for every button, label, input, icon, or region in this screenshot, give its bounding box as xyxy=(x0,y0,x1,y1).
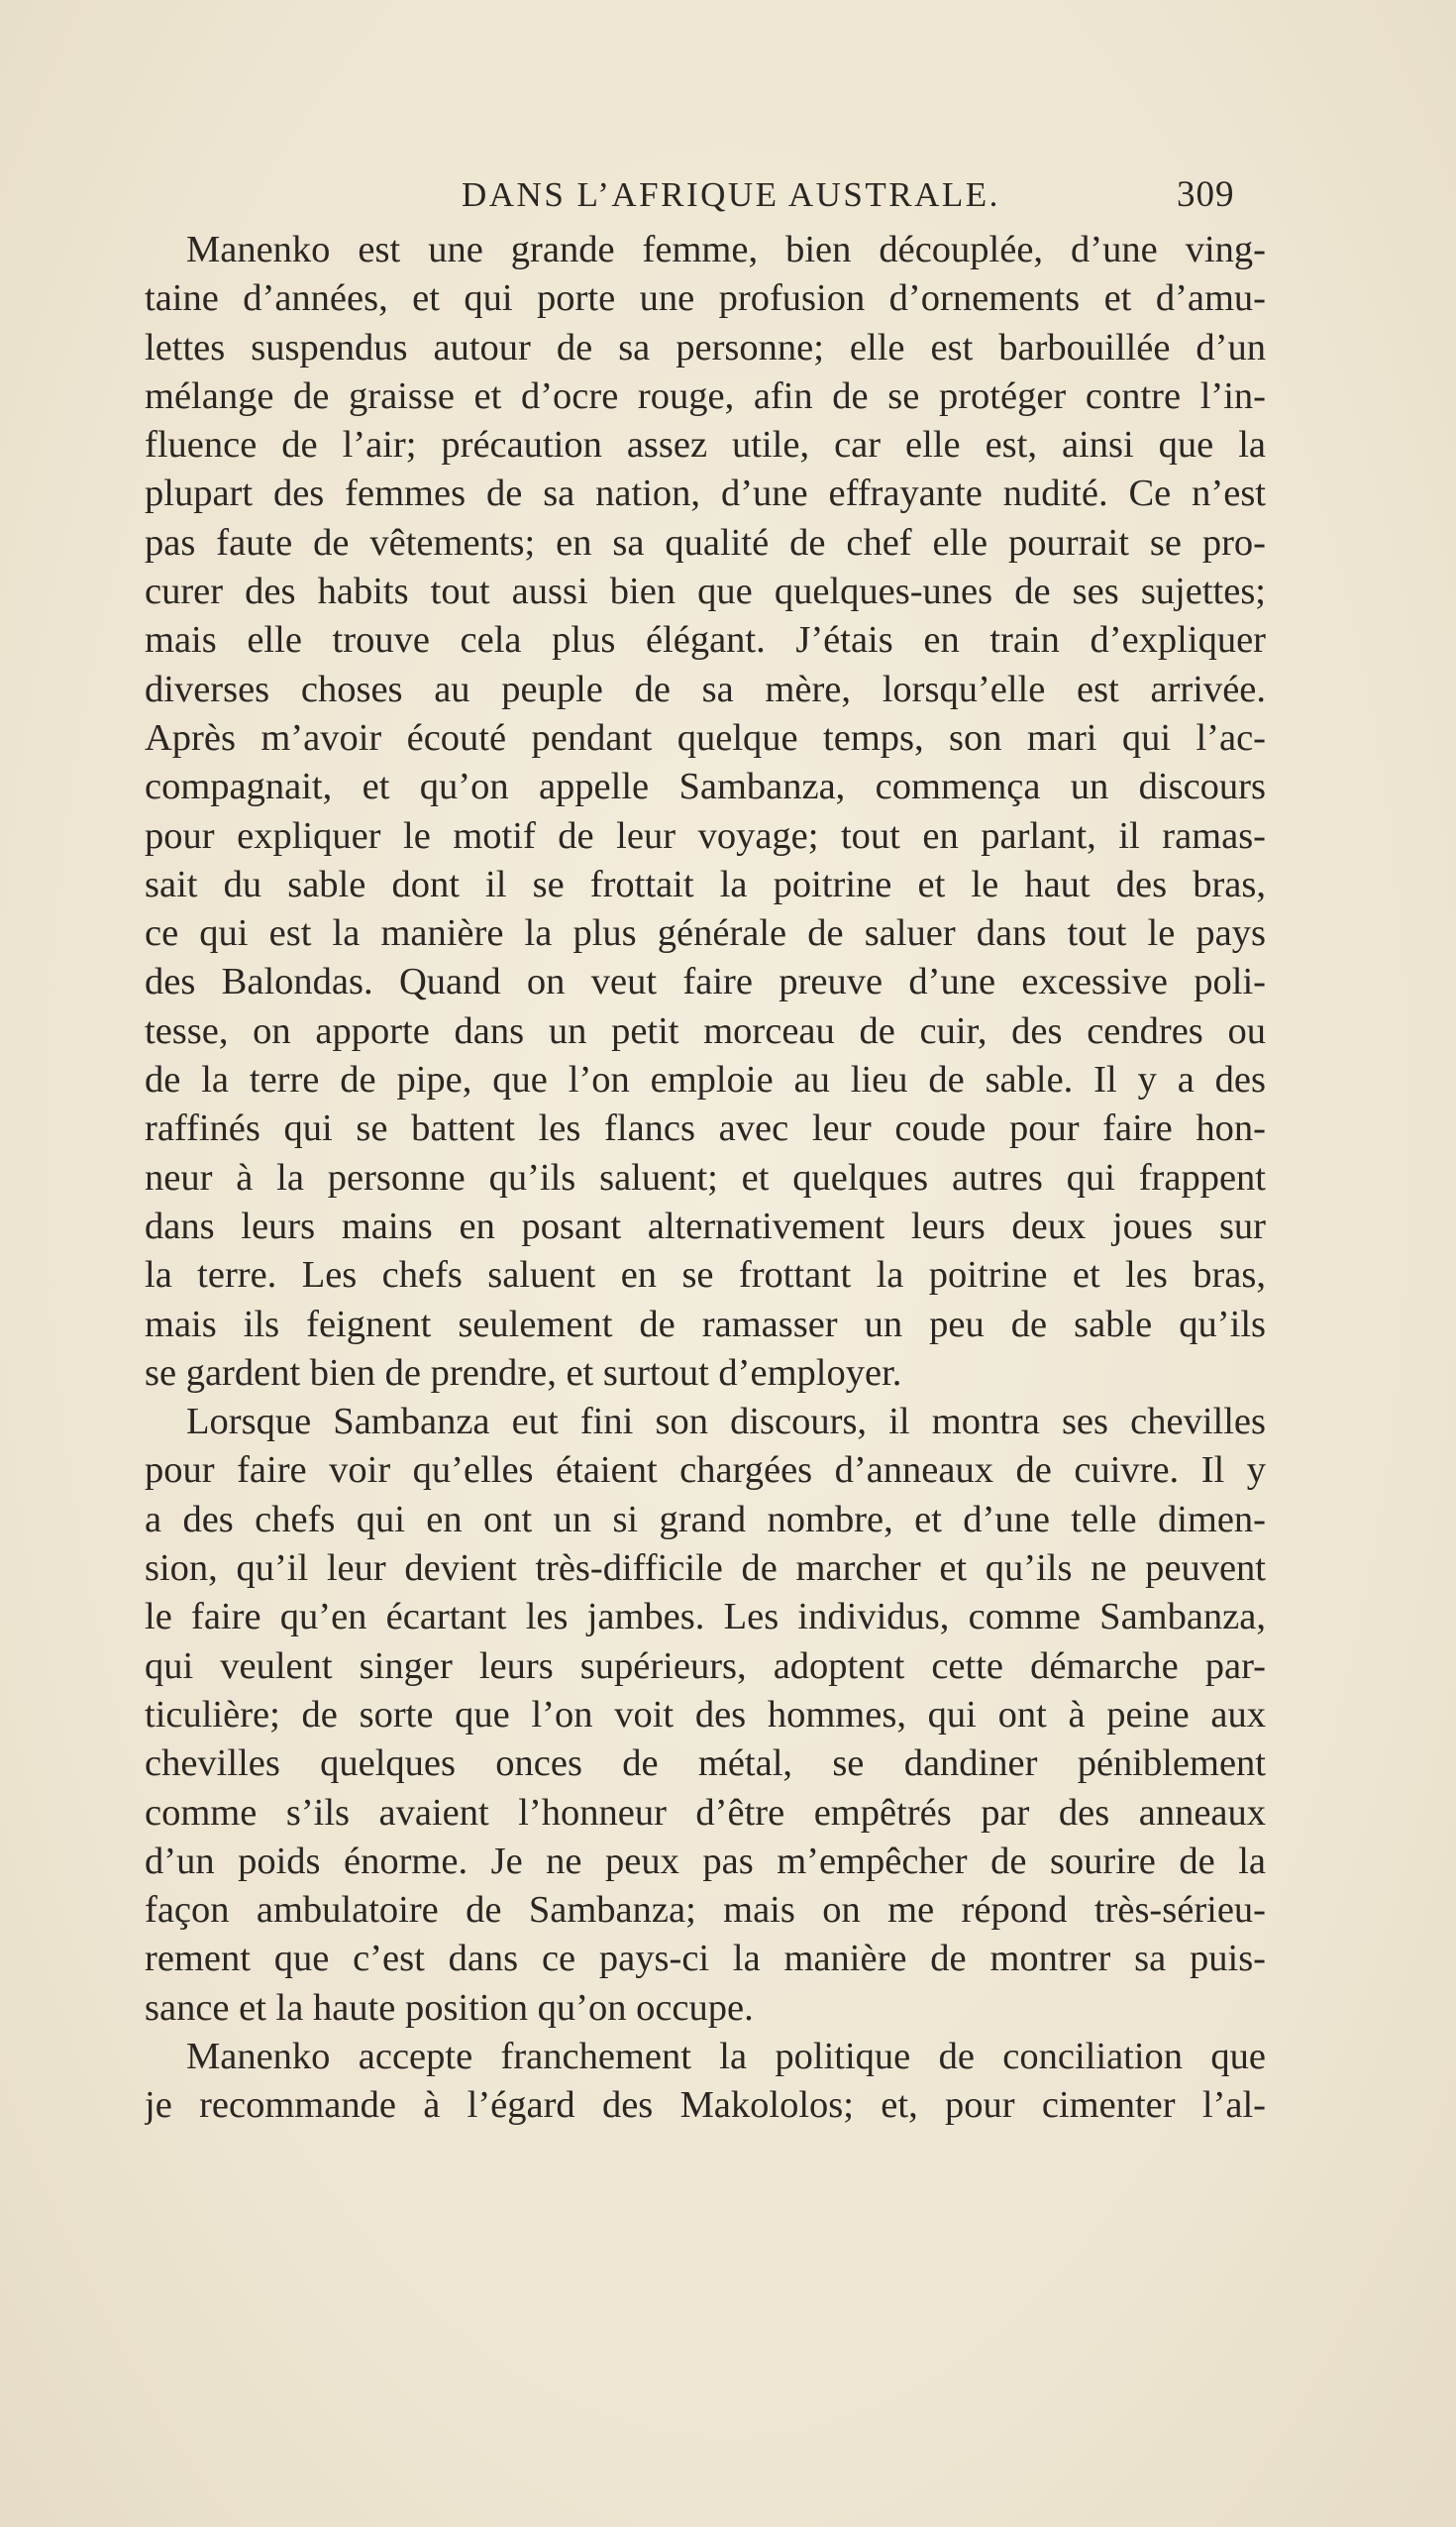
text-line: sion, qu’il leur devient très-difficile de marcher et qu’ils ne peuvent xyxy=(145,1547,1266,1590)
text-line: compagnait, et qu’on appelle Sambanza, commença un discours xyxy=(145,766,1266,808)
text-line: mélange de graisse et d’ocre rouge, afin de se protéger contre l’in- xyxy=(145,374,1266,417)
text-line: Manenko est une grande femme, bien découplée, d’une ving- xyxy=(186,229,1266,270)
text-line: tesse, on apporte dans un petit morceau de cuir, des cendres ou xyxy=(145,1009,1266,1052)
text-line: a des chefs qui en ont un si grand nombre, et d’une telle dimen- xyxy=(145,1498,1266,1540)
text-line: d’un poids énorme. Je ne peux pas m’empêcher de sourire de la xyxy=(145,1840,1266,1882)
text-line: qui veulent singer leurs supérieurs, adoptent cette démarche par- xyxy=(145,1644,1266,1687)
text-line: mais elle trouve cela plus élégant. J’étais en train d’expliquer xyxy=(145,619,1266,662)
text-line: sance et la haute position qu’on occupe. xyxy=(145,1986,754,2029)
text-line: fluence de l’air; précaution assez utile, car elle est, ainsi que la xyxy=(145,424,1266,467)
text-line: diverses choses au peuple de sa mère, lorsqu’elle est arrivée. xyxy=(145,668,1266,710)
text-line: rement que c’est dans ce pays-ci la manière de montrer sa puis- xyxy=(145,1938,1266,1980)
text-line: pour expliquer le motif de leur voyage; tout en parlant, il ramas- xyxy=(145,814,1266,857)
text-line: Manenko accepte franchement la politique de conciliation que xyxy=(186,2035,1266,2077)
page-number: 309 xyxy=(1177,174,1235,215)
text-line: mais ils feignent seulement de ramasser un peu de sable qu’ils xyxy=(145,1303,1266,1345)
text-line: la terre. Les chefs saluent en se frottant la poitrine et les bras, xyxy=(145,1254,1266,1297)
text-line: sait du sable dont il se frottait la poitrine et le haut des bras, xyxy=(145,863,1266,905)
text-line: neur à la personne qu’ils saluent; et quelques autres qui frappent xyxy=(145,1156,1266,1199)
text-line: pas faute de vêtements; en sa qualité de chef elle pourrait se pro- xyxy=(145,521,1266,564)
text-line: pour faire voir qu’elles étaient chargées d’anneaux de cuivre. Il y xyxy=(145,1449,1266,1492)
text-line: plupart des femmes de sa nation, d’une effrayante nudité. Ce n’est xyxy=(145,473,1266,515)
text-line: ce qui est la manière la plus générale de saluer dans tout le pays xyxy=(145,912,1266,955)
text-line: dans leurs mains en posant alternativement leurs deux joues sur xyxy=(145,1205,1266,1247)
text-line: façon ambulatoire de Sambanza; mais on me répond très-sérieu- xyxy=(145,1889,1266,1932)
text-line: se gardent bien de prendre, et surtout d’employer. xyxy=(145,1351,902,1394)
text-line: Lorsque Sambanza eut fini son discours, il montra ses chevilles xyxy=(186,1401,1266,1443)
running-title: DANS L’AFRIQUE AUSTRALE. xyxy=(462,175,1000,214)
text-line: de la terre de pipe, que l’on emploie au lieu de sable. Il y a des xyxy=(145,1059,1266,1102)
text-line: chevilles quelques onces de métal, se dandiner péniblement xyxy=(145,1742,1266,1785)
text-line: ticulière; de sorte que l’on voit des hommes, qui ont à peine aux xyxy=(145,1693,1266,1736)
text-line: je recommande à l’égard des Makololos; et, pour cimenter l’al- xyxy=(145,2084,1266,2127)
page-header xyxy=(0,170,1456,220)
text-line: curer des habits tout aussi bien que quelques-unes de ses sujettes; xyxy=(145,571,1266,613)
text-line: lettes suspendus autour de sa personne; elle est barbouillée d’un xyxy=(145,326,1266,369)
text-line: le faire qu’en écartant les jambes. Les individus, comme Sambanza, xyxy=(145,1596,1266,1638)
text-line: raffinés qui se battent les flancs avec leur coude pour faire hon- xyxy=(145,1107,1266,1150)
text-line: comme s’ils avaient l’honneur d’être empêtrés par des anneaux xyxy=(145,1791,1266,1834)
body-text xyxy=(145,226,1266,2131)
text-line: Après m’avoir écouté pendant quelque temps, son mari qui l’ac- xyxy=(145,716,1266,759)
text-line: taine d’années, et qui porte une profusion d’ornements et d’amu- xyxy=(145,277,1266,320)
text-line: des Balondas. Quand on veut faire preuve d’une excessive poli- xyxy=(145,961,1266,1003)
